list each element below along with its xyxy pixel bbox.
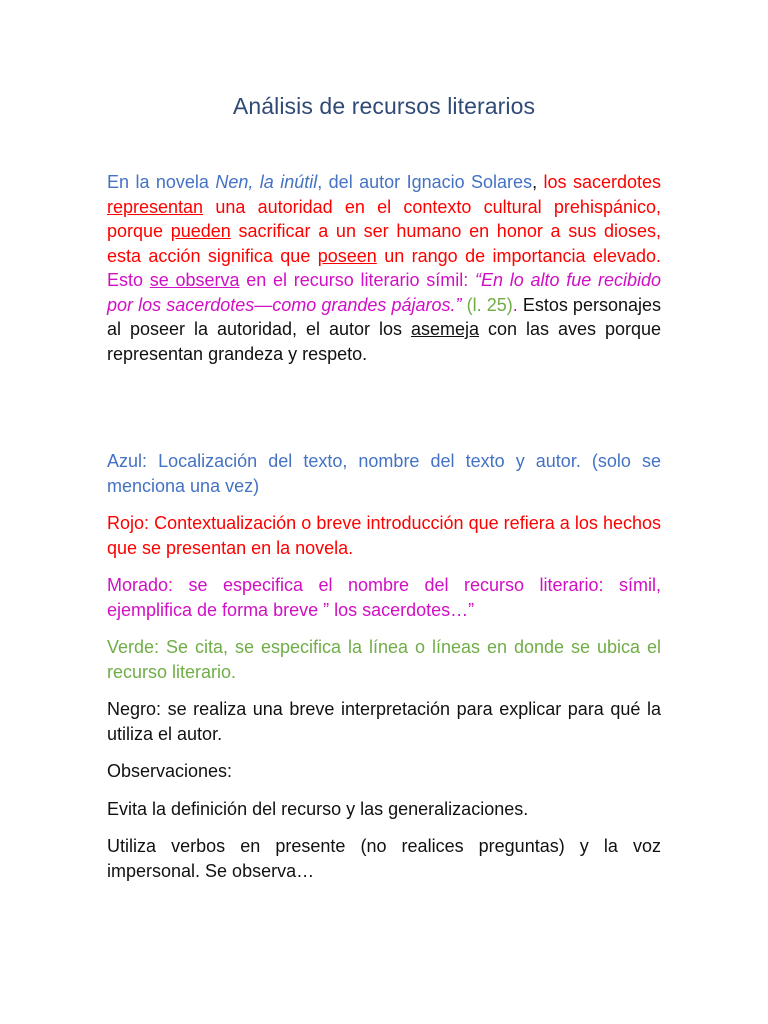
document-page (107, 0, 661, 1024)
legend-azul: Azul: Localización del texto, nombre del texto y autor. (solo se menciona una vez) (107, 451, 661, 496)
underlined-verb-poseen: poseen (317, 245, 377, 266)
text-purple-simil: en el recurso literario símil: (239, 270, 475, 290)
line-reference: (l. 25) (461, 294, 513, 315)
legend-rojo: Rojo: Contextualización o breve introducción que refiera a los hechos que se presentan en la novela. (107, 513, 661, 558)
underlined-verb-asemeja: asemeja (410, 319, 480, 339)
observacion-2: Utiliza verbos en presente (no realices preguntas) y la voz impersonal. Se observa… (107, 836, 661, 881)
color-legend (107, 449, 661, 896)
underlined-verb-representan: representan (107, 196, 204, 217)
legend-verde: Verde: Se cita, se especifica la línea o líneas en donde se ubica el recurso literario. (107, 637, 661, 682)
observaciones-heading: Observaciones: (107, 761, 233, 781)
quoted-citation: “En lo alto fue recibido por los sacerdotes—como grandes pájaros.” (107, 270, 661, 315)
text-red-context: una autoridad en el contexto cultural prehispánico, porque (107, 196, 661, 241)
text-purple-esto: Esto (107, 270, 150, 290)
novel-title: Nen, la inútil (215, 172, 318, 192)
text-black-interpretation: Estos personajes al poseer la autoridad, el autor los (107, 294, 661, 339)
text-blue-location: En la novela (107, 172, 216, 192)
page-title: Análisis de recursos literarios (232, 93, 536, 119)
legend-negro: Negro: se realiza una breve interpretación para explicar para qué la utiliza el autor. (107, 699, 661, 744)
legend-morado: Morado: se especifica el nombre del recurso literario: símil, ejemplifica de forma breve ” los sacerdotes…” (107, 575, 661, 620)
text-purple-period: . (512, 294, 518, 315)
analysis-paragraph (107, 170, 661, 366)
text-black-conclusion: con las aves porque representan grandeza y respeto. (107, 319, 662, 364)
text-red-subject: los sacerdotes (543, 172, 661, 192)
text-red-rank: un rango de importancia elevado. (376, 245, 661, 266)
underlined-verb-pueden: pueden (170, 221, 231, 241)
text-comma: , (532, 172, 544, 192)
text-red-sacrifice: sacrificar a un ser humano en honor a sus dioses, esta acción significa que (107, 221, 661, 266)
underlined-verb-se-observa: se observa (149, 270, 240, 290)
text-blue-author: , del autor Ignacio Solares (317, 172, 533, 192)
observacion-1: Evita la definición del recurso y las generalizaciones. (107, 798, 529, 819)
